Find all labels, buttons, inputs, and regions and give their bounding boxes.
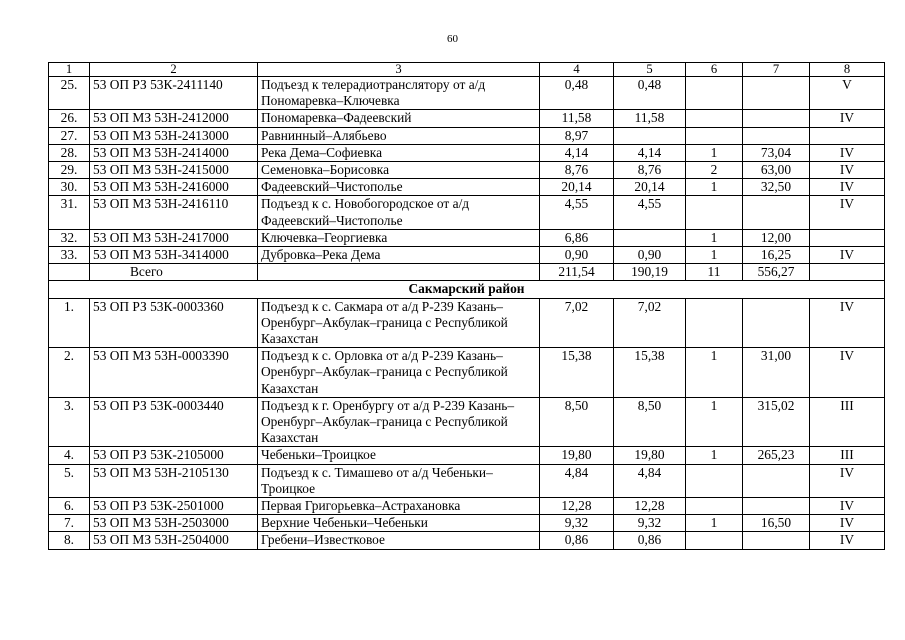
table-cell-col-1: 6.: [49, 498, 90, 515]
page-number: 60: [447, 33, 458, 45]
table-cell-col-5: 12,28: [614, 498, 686, 515]
table-cell-col-4: 19,80: [540, 447, 614, 464]
table-cell-col-6: [686, 127, 743, 144]
table-cell-col-2: 53 ОП МЗ 53Н-2503000: [90, 515, 258, 532]
table-cell-col-7: [743, 464, 810, 497]
table-cell-col-1: 30.: [49, 179, 90, 196]
table-row: [49, 447, 885, 464]
table-cell-col-3: [258, 264, 540, 281]
table-cell-col-4: 9,32: [540, 515, 614, 532]
table-cell-col-4: 8,97: [540, 127, 614, 144]
table-cell-col-8: IV: [810, 110, 885, 127]
table-cell-col-4: 0,86: [540, 532, 614, 549]
table-cell-col-5: 9,32: [614, 515, 686, 532]
table-cell-col-1: 1.: [49, 298, 90, 348]
table-cell-col-4: 8,50: [540, 397, 614, 447]
table-cell-col-2: 53 ОП МЗ 53Н-2413000: [90, 127, 258, 144]
table-cell-col-8: [810, 264, 885, 281]
table-cell-col-6: [686, 110, 743, 127]
table-cell-col-4: 7,02: [540, 298, 614, 348]
table-cell-col-6: 6: [686, 63, 743, 77]
table-cell-col-7: 73,04: [743, 144, 810, 161]
table-row: [49, 498, 885, 515]
table-cell-col-2: 53 ОП РЗ 53К-2501000: [90, 498, 258, 515]
table-cell-col-6: 1: [686, 247, 743, 264]
table-cell-col-7: 63,00: [743, 162, 810, 179]
table-cell-col-5: 190,19: [614, 264, 686, 281]
table-cell-col-7: 7: [743, 63, 810, 77]
table-cell-col-8: III: [810, 397, 885, 447]
table-row: [49, 196, 885, 229]
table-row: [49, 162, 885, 179]
table-cell-col-5: [614, 127, 686, 144]
table-cell-col-8: 8: [810, 63, 885, 77]
table-cell-col-3: Фадеевский–Чистополье: [258, 179, 540, 196]
table-cell-col-1: [49, 264, 90, 281]
table-cell-col-5: 7,02: [614, 298, 686, 348]
table-cell-col-5: 4,55: [614, 196, 686, 229]
table-cell-col-3: Первая Григорьевка–Астрахановка: [258, 498, 540, 515]
table-row: [49, 298, 885, 348]
table-cell-col-8: III: [810, 447, 885, 464]
table-row: [49, 179, 885, 196]
table-cell-col-8: IV: [810, 298, 885, 348]
table-cell-col-1: 28.: [49, 144, 90, 161]
table-cell-col-7: [743, 127, 810, 144]
table-cell-col-1: 32.: [49, 229, 90, 246]
table-cell-col-6: 11: [686, 264, 743, 281]
table-cell-col-4: 11,58: [540, 110, 614, 127]
table-cell-col-4: 0,48: [540, 77, 614, 110]
table-cell-col-5: 4,14: [614, 144, 686, 161]
table-cell-col-4: 211,54: [540, 264, 614, 281]
table-cell-col-3: Ключевка–Георгиевка: [258, 229, 540, 246]
table-cell-col-8: IV: [810, 348, 885, 398]
header-row: [49, 63, 885, 77]
table-cell-col-7: 556,27: [743, 264, 810, 281]
table-cell-col-1: 2.: [49, 348, 90, 398]
table-cell-col-7: [743, 110, 810, 127]
table-cell-col-4: 15,38: [540, 348, 614, 398]
table-cell-col-7: 31,00: [743, 348, 810, 398]
table-cell-col-2: 2: [90, 63, 258, 77]
table-cell-col-2: 53 ОП МЗ 53Н-2416110: [90, 196, 258, 229]
table-cell-col-6: 1: [686, 397, 743, 447]
table-cell-col-2: 53 ОП МЗ 53Н-2105130: [90, 464, 258, 497]
table-cell-col-2: 53 ОП МЗ 53Н-2504000: [90, 532, 258, 549]
table-cell-col-1: 27.: [49, 127, 90, 144]
table-cell-col-7: [743, 298, 810, 348]
table-cell-col-1: 25.: [49, 77, 90, 110]
table-cell-col-8: IV: [810, 515, 885, 532]
table-cell-col-8: IV: [810, 162, 885, 179]
table-cell-col-6: 1: [686, 348, 743, 398]
table-cell-col-2: 53 ОП МЗ 53Н-2412000: [90, 110, 258, 127]
table-cell-col-1: 5.: [49, 464, 90, 497]
table-cell-col-3: Подъезд к с. Тимашево от а/д Чебеньки–Троицкое: [258, 464, 540, 497]
table-cell-col-6: [686, 498, 743, 515]
section-title: Сакмарский район: [49, 281, 885, 298]
table-cell-col-8: IV: [810, 144, 885, 161]
table-cell-col-1: 26.: [49, 110, 90, 127]
table-cell-col-3: Подъезд к телерадиотранслятору от а/д Пономаревка–Ключевка: [258, 77, 540, 110]
table-cell-col-1: 31.: [49, 196, 90, 229]
table-cell-col-6: 1: [686, 179, 743, 196]
table-row: [49, 110, 885, 127]
table-cell-col-1: 29.: [49, 162, 90, 179]
table-row: [49, 127, 885, 144]
table-cell-col-4: 6,86: [540, 229, 614, 246]
table-cell-col-2: 53 ОП РЗ 53К-2411140: [90, 77, 258, 110]
table-cell-col-8: V: [810, 77, 885, 110]
table-cell-col-2: 53 ОП РЗ 53К-0003360: [90, 298, 258, 348]
table-cell-col-5: 0,90: [614, 247, 686, 264]
table-row: [49, 144, 885, 161]
table-cell-col-7: 265,23: [743, 447, 810, 464]
table-cell-col-3: Подъезд к с. Орловка от а/д Р-239 Казань–Оренбург–Акбулак–граница с Республикой Казахстан: [258, 348, 540, 398]
table-cell-col-8: IV: [810, 498, 885, 515]
table-cell-col-1: 8.: [49, 532, 90, 549]
table-cell-col-5: 15,38: [614, 348, 686, 398]
table-row: [49, 515, 885, 532]
roads-table: [48, 62, 885, 550]
table-row: [49, 348, 885, 398]
table-cell-col-7: 315,02: [743, 397, 810, 447]
table-cell-col-5: 11,58: [614, 110, 686, 127]
table-cell-col-3: Река Дема–Софиевка: [258, 144, 540, 161]
table-row: [49, 77, 885, 110]
table-cell-col-8: [810, 229, 885, 246]
table-cell-col-2: 53 ОП МЗ 53Н-0003390: [90, 348, 258, 398]
total-row: [49, 264, 885, 281]
table-cell-col-7: [743, 77, 810, 110]
table-cell-col-6: 2: [686, 162, 743, 179]
table-cell-col-6: [686, 77, 743, 110]
table-cell-col-1: 33.: [49, 247, 90, 264]
table-cell-col-1: 1: [49, 63, 90, 77]
table-cell-col-5: 5: [614, 63, 686, 77]
table-row: [49, 397, 885, 447]
table-cell-col-6: 1: [686, 515, 743, 532]
table-cell-col-5: 0,48: [614, 77, 686, 110]
table-cell-col-7: 16,50: [743, 515, 810, 532]
table-row: [49, 532, 885, 549]
table-cell-col-7: 32,50: [743, 179, 810, 196]
table-cell-col-3: Подъезд к с. Новобогородское от а/д Фадеевский–Чистополье: [258, 196, 540, 229]
table-cell-col-1: 3.: [49, 397, 90, 447]
table-cell-col-3: Гребени–Известковое: [258, 532, 540, 549]
table-cell-col-2: Всего: [90, 264, 258, 281]
table-cell-col-8: IV: [810, 179, 885, 196]
table-cell-col-4: 12,28: [540, 498, 614, 515]
table-cell-col-1: 4.: [49, 447, 90, 464]
table-cell-col-5: 4,84: [614, 464, 686, 497]
table-cell-col-3: Равнинный–Алябьево: [258, 127, 540, 144]
table-cell-col-7: 12,00: [743, 229, 810, 246]
table-cell-col-2: 53 ОП РЗ 53К-2105000: [90, 447, 258, 464]
table-cell-col-6: [686, 464, 743, 497]
table-cell-col-4: 0,90: [540, 247, 614, 264]
table-cell-col-5: 20,14: [614, 179, 686, 196]
table-cell-col-8: [810, 127, 885, 144]
table-row: [49, 247, 885, 264]
table-cell-col-6: [686, 532, 743, 549]
table-cell-col-3: Дубровка–Река Дема: [258, 247, 540, 264]
table-cell-col-8: IV: [810, 196, 885, 229]
table-cell-col-8: IV: [810, 464, 885, 497]
table-cell-col-5: 0,86: [614, 532, 686, 549]
table-cell-col-5: 8,50: [614, 397, 686, 447]
table-cell-col-4: 4: [540, 63, 614, 77]
table-cell-col-3: Подъезд к с. Сакмара от а/д Р-239 Казань–Оренбург–Акбулак–граница с Республикой Казахстан: [258, 298, 540, 348]
table-cell-col-4: 8,76: [540, 162, 614, 179]
table-cell-col-6: 1: [686, 447, 743, 464]
table-cell-col-4: 4,55: [540, 196, 614, 229]
table-cell-col-6: [686, 298, 743, 348]
table-cell-col-1: 7.: [49, 515, 90, 532]
table-cell-col-3: Семеновка–Борисовка: [258, 162, 540, 179]
table-cell-col-2: 53 ОП МЗ 53Н-2416000: [90, 179, 258, 196]
table-cell-col-3: Чебеньки–Троицкое: [258, 447, 540, 464]
table-cell-col-3: Подъезд к г. Оренбургу от а/д Р-239 Казань–Оренбург–Акбулак–граница с Республикой Казахстан: [258, 397, 540, 447]
table-cell-col-2: 53 ОП МЗ 53Н-2414000: [90, 144, 258, 161]
table-cell-col-3: Пономаревка–Фадеевский: [258, 110, 540, 127]
table-cell-col-5: 19,80: [614, 447, 686, 464]
table-cell-col-4: 4,14: [540, 144, 614, 161]
table-cell-col-7: [743, 196, 810, 229]
table-cell-col-8: IV: [810, 247, 885, 264]
table-cell-col-6: [686, 196, 743, 229]
table-cell-col-6: 1: [686, 144, 743, 161]
table-cell-col-2: 53 ОП МЗ 53Н-2417000: [90, 229, 258, 246]
table-cell-col-7: 16,25: [743, 247, 810, 264]
section-header-row: [49, 281, 885, 298]
table-cell-col-5: [614, 229, 686, 246]
table-cell-col-4: 4,84: [540, 464, 614, 497]
table-cell-col-4: 20,14: [540, 179, 614, 196]
table-cell-col-5: 8,76: [614, 162, 686, 179]
table-cell-col-2: 53 ОП МЗ 53Н-3414000: [90, 247, 258, 264]
table-cell-col-7: [743, 498, 810, 515]
table-cell-col-6: 1: [686, 229, 743, 246]
table-cell-col-3: Верхние Чебеньки–Чебеньки: [258, 515, 540, 532]
table-cell-col-7: [743, 532, 810, 549]
table-cell-col-2: 53 ОП РЗ 53К-0003440: [90, 397, 258, 447]
table-cell-col-2: 53 ОП МЗ 53Н-2415000: [90, 162, 258, 179]
table-cell-col-8: IV: [810, 532, 885, 549]
table-cell-col-3: 3: [258, 63, 540, 77]
table-row: [49, 229, 885, 246]
table-row: [49, 464, 885, 497]
